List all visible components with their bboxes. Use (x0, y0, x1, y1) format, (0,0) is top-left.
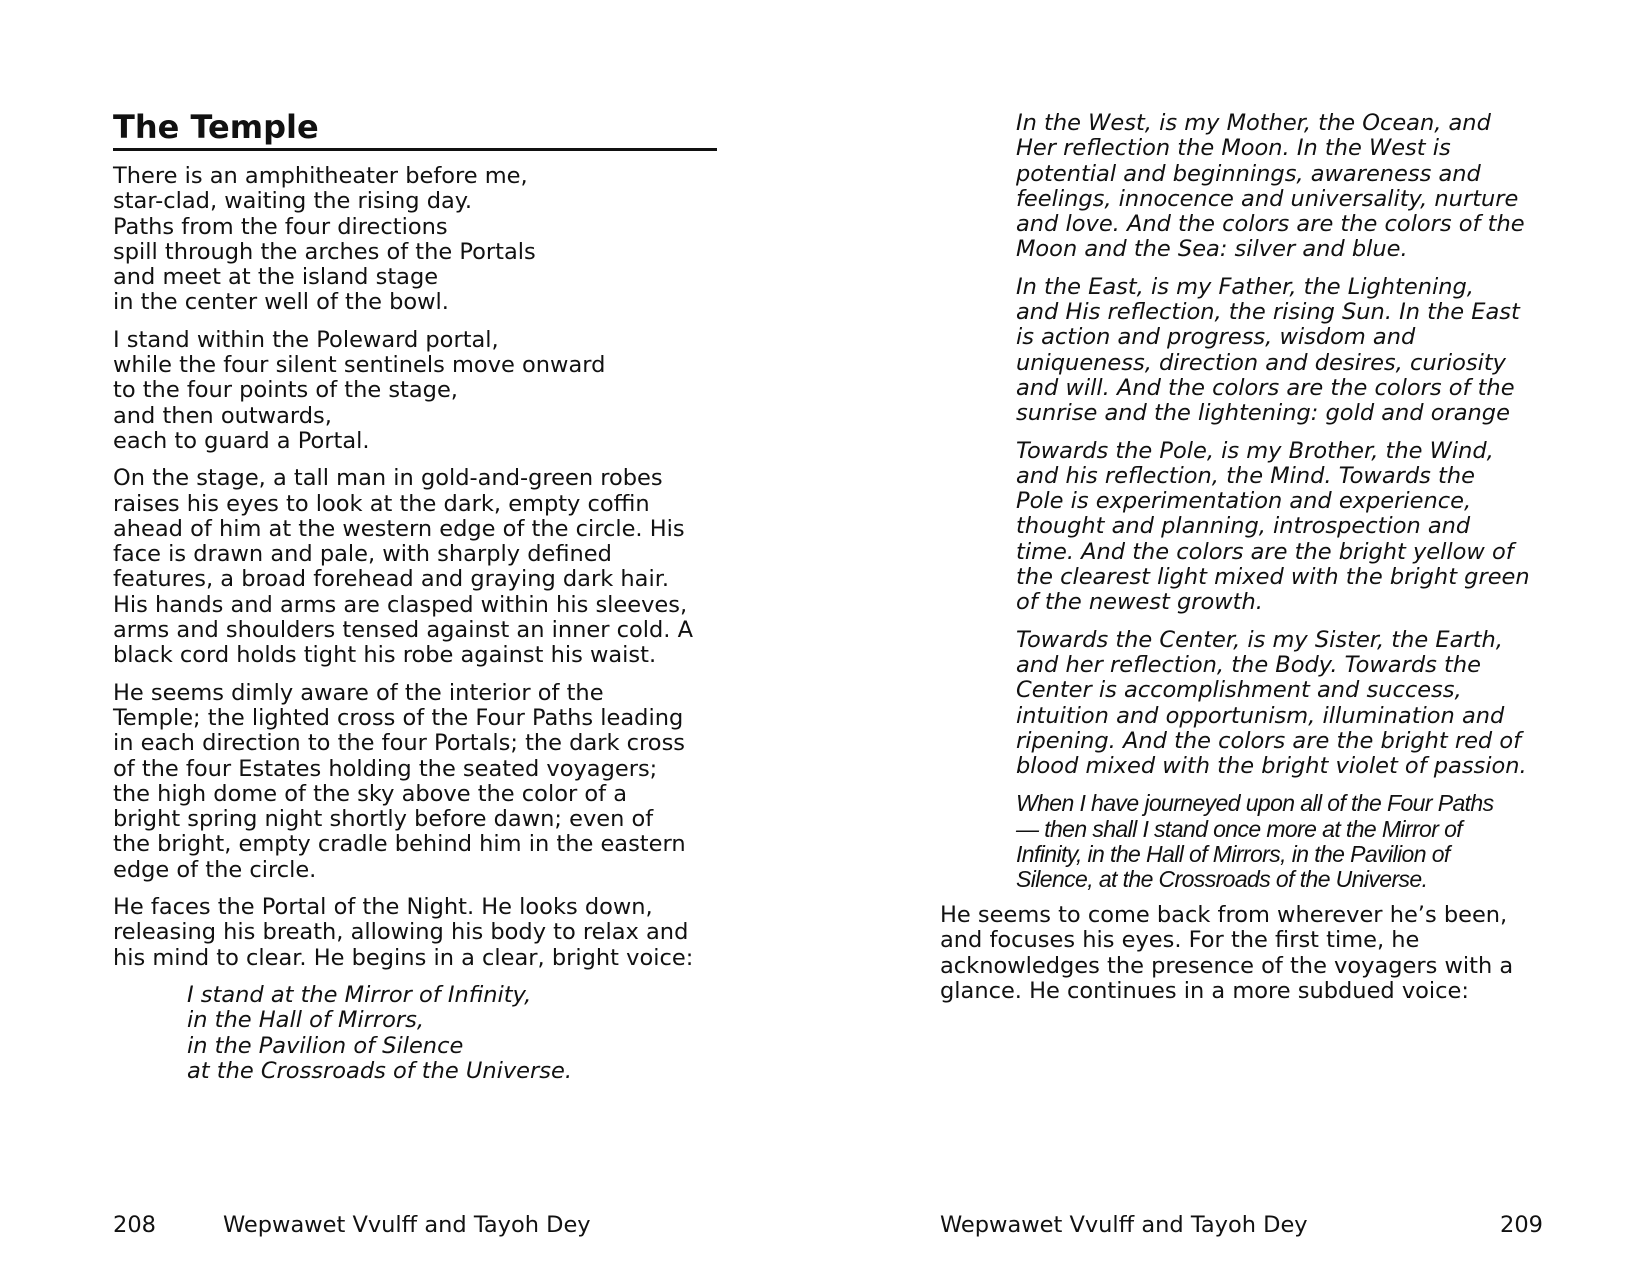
text-line: of the four Estates holding the seated voyagers; (113, 755, 658, 782)
text-line: bright spring night shortly before dawn; even of (113, 806, 654, 833)
text-line: In the West, is my Mother, the Ocean, and (1016, 110, 1491, 136)
text-line: ripening. And the colors are the bright red of (1016, 727, 1522, 754)
text-line: and his reflection, the Mind. Towards the (1016, 462, 1475, 489)
text-line: Infinity, in the Hall of Mirrors, in the Pavilion of (1016, 841, 1450, 868)
text-line: and meet at the island stage (113, 264, 439, 291)
text-line: and then outwards, (113, 402, 332, 429)
four-directions-verse (1016, 111, 1576, 905)
paragraph-portal-of-night (113, 895, 733, 971)
text-line: thought and planning, introspection and (1016, 513, 1471, 540)
paragraph-temple-interior (113, 681, 733, 883)
text-line: releasing his breath, allowing his body to relax and (113, 919, 689, 946)
text-line: and will. And the colors are the colors of the (1016, 374, 1515, 401)
text-line: Temple; the lighted cross of the Four Paths leading (113, 704, 684, 731)
verse-center (1016, 628, 1576, 780)
text-line: star-clad, waiting the rising day. (113, 188, 473, 215)
text-line: the clearest light mixed with the bright green (1016, 564, 1530, 591)
text-line: glance. He continues in a more subdued voice: (940, 977, 1469, 1004)
text-line: Towards the Pole, is my Brother, the Wind, (1016, 437, 1494, 464)
text-line: His hands and arms are clasped within his sleeves, (113, 591, 688, 618)
stanza-amphitheater (113, 164, 733, 316)
left-page (0, 0, 824, 1275)
text-line: feelings, innocence and universality, nurture (1016, 185, 1519, 212)
text-line: in each direction to the four Portals; the dark cross (113, 730, 686, 757)
text-line: face is drawn and pale, with sharply defined (113, 541, 612, 568)
text-line: He seems to come back from wherever he’s been, (940, 902, 1508, 928)
running-footer-authors-right: Wepwawet Vvulff and Tayoh Dey (940, 1212, 1308, 1238)
text-line: ahead of him at the western edge of the circle. His (113, 515, 685, 542)
text-line: Moon and the Sea: silver and blue. (1016, 236, 1408, 263)
text-line: Paths from the four directions (113, 213, 448, 240)
text-line: and her reflection, the Body. Towards the (1016, 651, 1481, 678)
text-line: uniqueness, direction and desires, curiosity (1016, 349, 1506, 376)
text-line: He seems dimly aware of the interior of the (113, 679, 604, 706)
text-line: and focuses his eyes. For the first time, he (940, 927, 1420, 954)
text-line: intuition and opportunism, illumination and (1016, 702, 1505, 729)
right-page (824, 0, 1649, 1275)
text-line: Her reflection the Moon. In the West is (1016, 135, 1451, 162)
text-line: time. And the colors are the bright yellow of (1016, 538, 1514, 565)
text-line: black cord holds tight his robe against his waist. (113, 642, 657, 669)
invocation-verse (187, 983, 733, 1084)
text-line: in the Hall of Mirrors, (187, 1007, 424, 1034)
text-line: Silence, at the Crossroads of the Universe. (1016, 866, 1428, 893)
page-number-right: 209 (1500, 1212, 1543, 1238)
text-line: while the four silent sentinels move onward (113, 352, 606, 379)
text-line: and His reflection, the rising Sun. In the East (1016, 299, 1520, 326)
text-line: Pole is experimentation and experience, (1016, 488, 1472, 515)
text-line: edge of the circle. (113, 856, 317, 883)
text-line: potential and beginnings, awareness and (1016, 160, 1481, 187)
paragraph-tall-man (113, 466, 733, 668)
text-line: sunrise and the lightening: gold and orange (1016, 400, 1510, 427)
text-line: Center is accomplishment and success, (1016, 677, 1462, 704)
text-line: On the stage, a tall man in gold-and-green robes (113, 465, 663, 492)
left-text-column (113, 164, 733, 1084)
running-footer-authors-left: Wepwawet Vvulff and Tayoh Dey (223, 1212, 591, 1238)
text-line: to the four points of the stage, (113, 377, 458, 404)
verse-west (1016, 111, 1576, 263)
text-line: the bright, empty cradle behind him in the eastern (113, 831, 686, 858)
text-line: in the Pavilion of Silence (187, 1032, 464, 1059)
verse-pole (1016, 439, 1576, 616)
text-line: blood mixed with the bright violet of passion. (1016, 753, 1527, 780)
text-line: I stand within the Poleward portal, (113, 326, 499, 353)
text-line: is action and progress, wisdom and (1016, 324, 1416, 351)
verse-east (1016, 275, 1576, 427)
text-line: and love. And the colors are the colors of the (1016, 211, 1525, 238)
text-line: In the East, is my Father, the Lightening, (1016, 273, 1474, 300)
text-line: spill through the arches of the Portals (113, 238, 536, 265)
text-line: arms and shoulders tensed against an inner cold. A (113, 617, 694, 644)
text-line: the high dome of the sky above the color of a (113, 780, 627, 807)
text-line: features, a broad forehead and graying dark hair. (113, 566, 670, 593)
text-line: of the newest growth. (1016, 589, 1263, 616)
text-line: — then shall I stand once more at the Mirror of (1016, 815, 1463, 842)
text-line: in the center well of the bowl. (113, 289, 449, 316)
text-line: his mind to clear. He begins in a clear, bright voice: (113, 944, 694, 971)
right-narration-column (940, 903, 1560, 1016)
verse-closing (1016, 791, 1576, 892)
text-line: Towards the Center, is my Sister, the Earth, (1016, 626, 1503, 653)
text-line: When I have journeyed upon all of the Four Paths (1016, 790, 1494, 817)
page-number-left: 208 (113, 1212, 156, 1238)
text-line: each to guard a Portal. (113, 427, 370, 454)
chapter-title: The Temple (113, 108, 717, 151)
text-line: He faces the Portal of the Night. He looks down, (113, 894, 653, 921)
paragraph-narration (940, 903, 1560, 1004)
text-line: raises his eyes to look at the dark, empty coffin (113, 490, 650, 517)
stanza-poleward-portal (113, 328, 733, 454)
text-line: at the Crossroads of the Universe. (187, 1057, 572, 1084)
text-line: acknowledges the presence of the voyagers with a (940, 952, 1514, 979)
text-line: I stand at the Mirror of Infinity, (187, 981, 532, 1008)
text-line: There is an amphitheater before me, (113, 163, 528, 189)
